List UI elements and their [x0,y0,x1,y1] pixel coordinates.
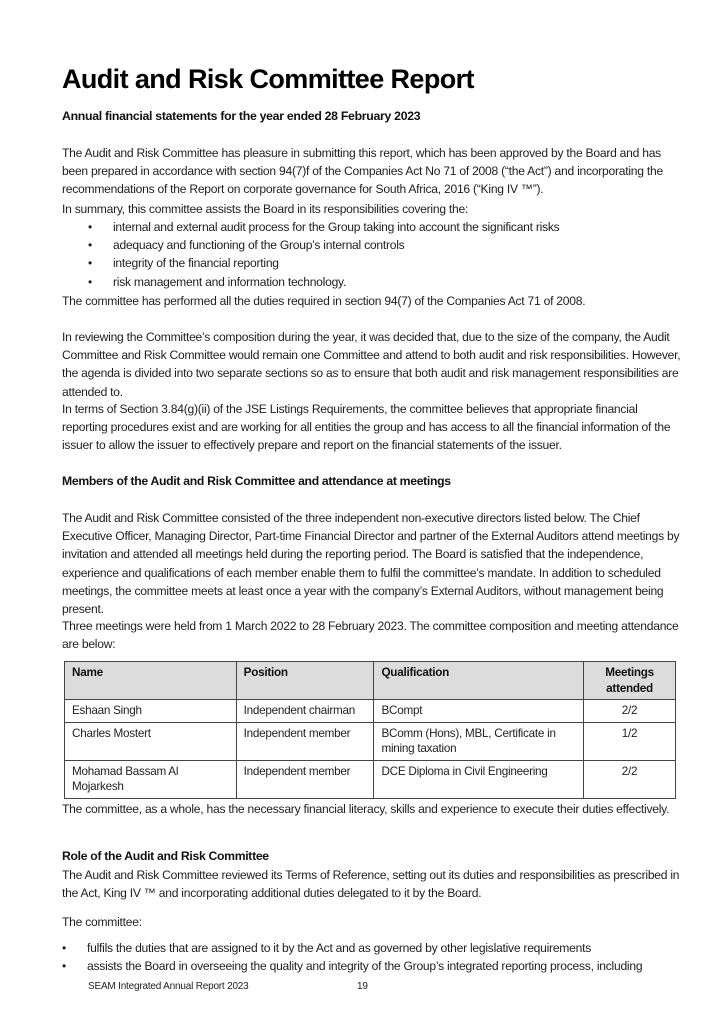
column-header-qualification: Qualification [374,662,584,700]
cell-qualification: BComm (Hons), MBL, Certificate in mining taxation [374,722,584,760]
footer-report-name: SEAM Integrated Annual Report 2023 [88,981,249,992]
column-header-meetings: Meetings attended [584,662,676,700]
table-row [65,722,676,760]
cell-name: Mohamad Bassam Al Mojarkesh [65,760,237,798]
composition-paragraph: In reviewing the Committee’s composition during the year, it was decided that, due to the size of the company, the Audit Committee and Risk Committee would remain one Committee and attend to both audit and risk responsibilities. However, the agenda is divided into two separate sections so as to ensure that both audit and risk management responsibilities are attended to. [62,330,681,399]
meetings-paragraph: Three meetings were held from 1 March 2022 to 28 February 2023. The committee composition and meeting attendance are below: [62,619,679,652]
page-subtitle: Annual financial statements for the year ended 28 February 2023 [62,109,421,123]
list-item: • integrity of the financial reporting [88,254,724,272]
list-item: • fulfils the duties that are assigned to it by the Act and as governed by other legislative requirements [62,939,702,957]
intro-paragraph: The Audit and Risk Committee has pleasure in submitting this report, which has been approved by the Board and has been prepared in accordance with section 94(7)f of the Companies Act No 71 of 2008 (“the Act”) and incorporating the recommendations of the Report on corporate governance for South Africa, 2016 (“King IV ™”). [62,146,663,197]
cell-position: Independent member [236,722,374,760]
cell-position: Independent chairman [236,700,374,723]
table-row [65,760,676,798]
literacy-paragraph: The committee, as a whole, has the necessary financial literacy, skills and experience to execute their duties effectively. [62,802,670,816]
attendance-table [64,661,676,799]
list-item: • internal and external audit process for the Group taking into account the significant risks [88,218,724,236]
duties-paragraph: The committee has performed all the duties required in section 94(7) of the Companies Act 71 of 2008. [62,294,586,308]
page-title: Audit and Risk Committee Report [62,64,474,94]
members-paragraph: The Audit and Risk Committee consisted of the three independent non-executive directors listed below. The Chief Executive Officer, Managing Director, Part-time Financial Director and partner of the External Auditors attend meetings by invitation and attended all meetings held during the reporting period. The Board is satisfied that the independence, experience and qualifications of each member enable them to fulfil the committee’s mandate. In addition to scheduled meetings, the committee meets at least once a year with the company’s External Auditors, without management being present. [62,511,680,617]
summary-lead: In summary, this committee assists the Board in its responsibilities covering the: [62,202,469,216]
cell-qualification: BCompt [374,700,584,723]
role-heading: Role of the Audit and Risk Committee [62,849,269,863]
committee-bullet-list [62,939,702,975]
table-header-row [65,662,676,700]
role-paragraph: The Audit and Risk Committee reviewed its Terms of Reference, setting out its duties and responsibilities as prescribed in the Act, King IV ™ and incorporating additional duties delegated to it by the Board. [62,868,680,901]
cell-name: Charles Mostert [65,722,237,760]
table-row [65,700,676,723]
column-header-name: Name [65,662,237,700]
cell-meetings: 2/2 [584,700,676,723]
column-header-position: Position [236,662,374,700]
jse-paragraph: In terms of Section 3.84(g)(ii) of the JSE Listings Requirements, the committee believes that appropriate financial reporting procedures exist and are working for all entities the group and has access to all the financial information of the issuer to allow the issuer to effectively prepare and report on the financial statements of the issuer. [62,402,671,453]
committee-lead: The committee: [62,915,142,929]
list-item: • adequacy and functioning of the Group’s internal controls [88,236,724,254]
cell-meetings: 2/2 [584,760,676,798]
members-heading: Members of the Audit and Risk Committee and attendance at meetings [62,474,451,488]
cell-name: Eshaan Singh [65,700,237,723]
cell-meetings: 1/2 [584,722,676,760]
list-item: • risk management and information technology. [88,273,724,291]
cell-qualification: DCE Diploma in Civil Engineering [374,760,584,798]
cell-position: Independent member [236,760,374,798]
summary-bullet-list [88,218,724,291]
list-item: • assists the Board in overseeing the quality and integrity of the Group’s integrated reporting process, including [62,957,702,975]
footer-page-number: 19 [357,981,368,992]
